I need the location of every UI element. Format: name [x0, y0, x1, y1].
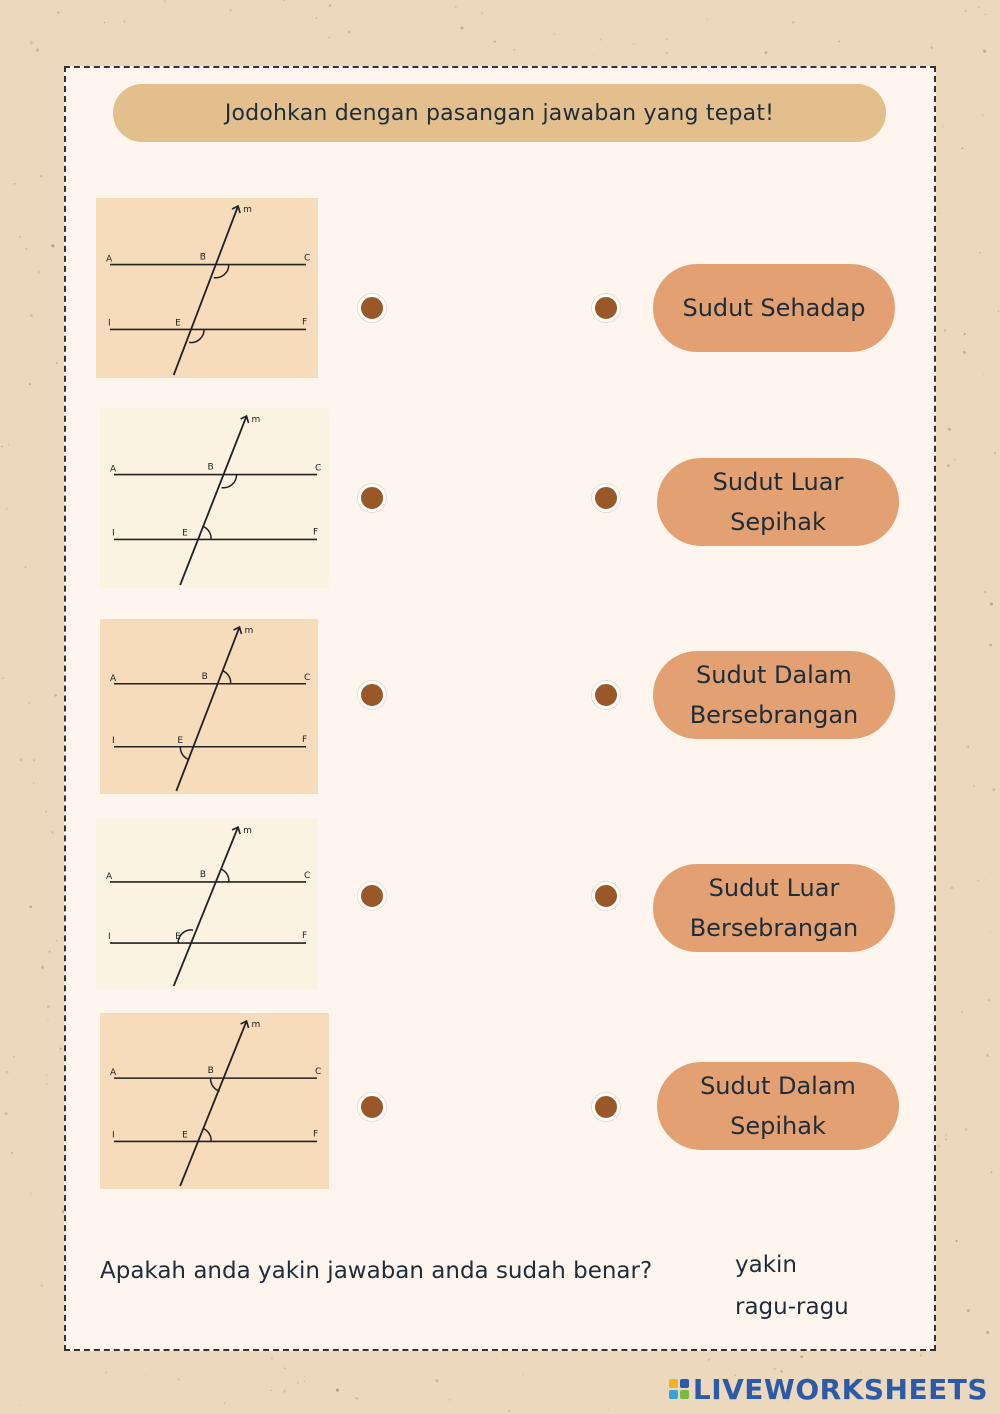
label-f: F — [313, 527, 319, 538]
answer-label-line1: Sudut Luar — [708, 874, 840, 902]
brand-grid-icon — [669, 1379, 689, 1399]
label-f: F — [302, 734, 308, 745]
liveworksheets-logo — [669, 1372, 988, 1406]
label-c: C — [304, 870, 311, 881]
answer-sudut-luar-sepihak[interactable] — [657, 458, 899, 546]
label-b: B — [201, 671, 208, 682]
label-i: I — [112, 1130, 115, 1141]
confirm-question: Apakah anda yakin jawaban anda sudah benar? — [100, 1258, 653, 1284]
answer-dot-5[interactable] — [592, 1093, 620, 1121]
instruction-banner — [113, 84, 886, 142]
answer-label-line2: Bersebrangan — [689, 701, 859, 729]
label-f: F — [302, 931, 308, 942]
answer-dot-3[interactable] — [592, 681, 620, 709]
answer-label-line1: Sudut Dalam — [696, 661, 852, 689]
label-e: E — [177, 735, 184, 746]
answer-label-line1: Sudut Luar — [712, 468, 844, 496]
answer-label-line2: Sepihak — [730, 508, 826, 536]
label-a: A — [110, 1068, 117, 1079]
angle-figure-3 — [100, 619, 318, 794]
angle-figure-2 — [100, 408, 329, 588]
label-f: F — [313, 1129, 319, 1140]
answer-label-line1: Sudut Dalam — [700, 1072, 856, 1100]
label-b: B — [207, 1066, 214, 1077]
label-i: I — [108, 932, 111, 943]
label-e: E — [175, 932, 181, 943]
answer-dot-4[interactable] — [592, 882, 620, 910]
answer-sudut-dalam-bersebrangan[interactable] — [653, 651, 895, 739]
answer-dot-1[interactable] — [592, 294, 620, 322]
figure-dot-2[interactable] — [358, 484, 386, 512]
figure-dot-4[interactable] — [358, 882, 386, 910]
answer-dot-2[interactable] — [592, 484, 620, 512]
answer-sudut-luar-bersebrangan[interactable] — [653, 864, 895, 952]
label-f: F — [302, 317, 308, 328]
label-m: m — [243, 205, 252, 215]
label-c: C — [315, 463, 322, 474]
answer-label-line2: Sepihak — [730, 1112, 826, 1140]
answer-label-line2: Bersebrangan — [689, 914, 859, 942]
answer-sudut-dalam-sepihak[interactable] — [657, 1062, 899, 1150]
label-a: A — [106, 254, 113, 265]
figure-dot-1[interactable] — [358, 294, 386, 322]
label-a: A — [110, 673, 117, 684]
angle-figure-1 — [96, 198, 318, 378]
figure-dot-3[interactable] — [358, 681, 386, 709]
angle-figure-4 — [96, 819, 318, 989]
label-a: A — [106, 871, 113, 882]
label-e: E — [182, 528, 188, 539]
label-i: I — [112, 735, 115, 746]
instruction-text: Jodohkan dengan pasangan jawaban yang tepat! — [224, 100, 775, 126]
option-ragu-ragu[interactable]: ragu-ragu — [735, 1294, 849, 1320]
answer-sudut-sehadap[interactable] — [653, 264, 895, 352]
label-m: m — [243, 826, 252, 836]
brand-text: LIVEWORKSHEETS — [692, 1372, 988, 1406]
label-b: B — [207, 462, 214, 473]
label-e: E — [182, 1130, 188, 1141]
angle-figure-5 — [100, 1013, 329, 1189]
label-e: E — [175, 318, 181, 329]
label-i: I — [108, 318, 111, 329]
label-c: C — [304, 253, 311, 264]
label-b: B — [199, 869, 207, 880]
label-c: C — [304, 672, 311, 683]
label-m: m — [251, 415, 261, 425]
label-m: m — [251, 1020, 261, 1030]
label-a: A — [110, 464, 117, 475]
option-yakin[interactable]: yakin — [735, 1252, 797, 1278]
label-i: I — [112, 528, 115, 539]
figure-dot-5[interactable] — [358, 1093, 386, 1121]
label-m: m — [244, 626, 254, 636]
label-b: B — [199, 252, 206, 263]
label-c: C — [315, 1067, 322, 1078]
answer-label-line1: Sudut Sehadap — [682, 294, 866, 322]
